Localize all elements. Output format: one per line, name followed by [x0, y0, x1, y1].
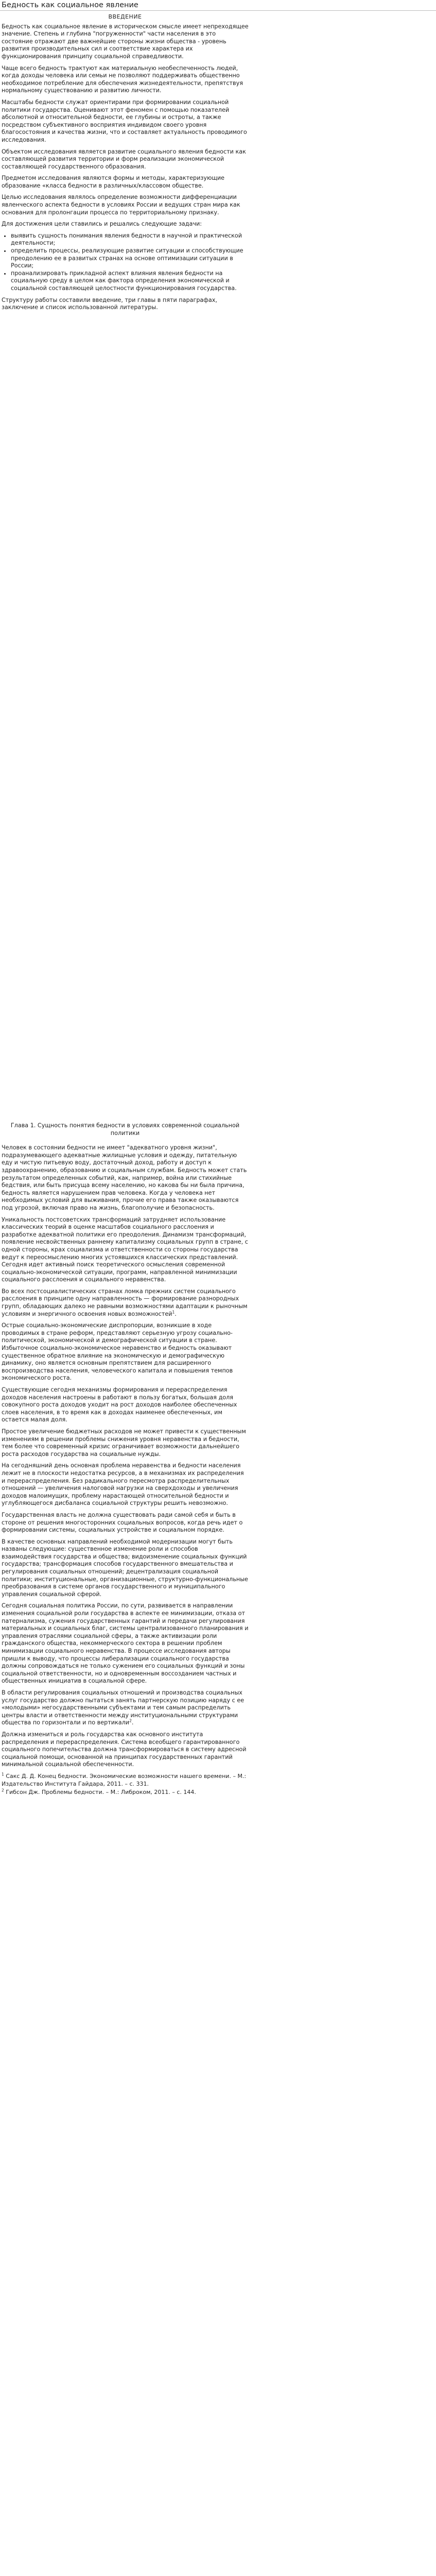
chapter1-paragraph-12: Должна измениться и роль государства как основного института распределения и перераспределения. Система всеобщего гарантированного социального попечительства должна трансформироваться в систему адресной социальной помощи, основанной на принципах государственных гарантий минимальной социальной обеспеченности.: [2, 1731, 247, 1768]
intro-paragraph-3: Масштабы бедности служат ориентирами при формировании социальной политики государства. Оценивают этот феномен с помощью показателей абсолютной и относительной бедности, ее глубины и остроты, а также посредством субъективного восприятия индивидом своего уровня благосостояния и качества жизни, что и составляет актуальность проводимого исследования.: [2, 98, 247, 143]
footnote-text: Сакс Д. Д. Конец бедности. Экономические возможности нашего времени. – М.: Издательство Института Гайдара, 2011. – с. 331.: [2, 1772, 247, 1787]
intro-heading: ВВЕДЕНИЕ: [108, 13, 142, 20]
chapter1-paragraph-11-text: В области регулирования социальных отношений и производства социальных услуг государство должно пытаться занять партнерскую позицию наряду с ее «молодыми» негосударственными субъектами и тем самым распределить центры власти и ответственности между институциональными структурами общества по горизонтали и по вертикали: [2, 1689, 245, 1726]
tasks-list: [2, 232, 249, 293]
chapter1-paragraph-6: Простое увеличение бюджетных расходов не может привести к существенным изменениям в решении проблемы снижения уровня неравенства и бедности, тем более что современный кризис ограничивает возможности дальнейшего роста расходов государства на социальные нужды.: [2, 1428, 246, 1458]
intro-section: [2, 13, 249, 316]
intro-paragraph-2: Чаще всего бедность трактуют как материальную необеспеченность людей, когда доходы человека или семьи не позволяют поддерживать общественно необходимое потребление для обеспечения жизнедеятельности, препятствуя нормальному существованию и развитию личности.: [2, 64, 243, 94]
chapter1-paragraph-11: В области регулирования социальных отношений и производства социальных услуг государство должно пытаться занять партнерскую позицию наряду с ее «молодыми» негосударственными субъектами и тем самым распределить центры власти и ответственности между институциональными структурами общества по горизонтали и по вертикали$^2$.: [2, 1689, 245, 1726]
intro-paragraph-7: Для достижения цели ставились и решались следующие задачи:: [2, 221, 202, 228]
document-title: Бедность как социальное явление: [2, 1, 138, 9]
footnote-ref-2[interactable]: 2: [129, 1718, 132, 1723]
task-item: • выявить сущность понимания явления бедности в научной и практической деятельности;: [11, 232, 249, 247]
footnote-ref-1[interactable]: 1: [172, 1309, 175, 1314]
intro-paragraph-5: Предметом исследования являются формы и методы, характеризующие образование «класса бедности в различных/классовом обществе.: [2, 175, 225, 189]
task-item: • определить процессы, реализующие развитие ситуации и способствующие преодолению ее в развитых странах на основе оптимизации ситуации в России;: [11, 247, 249, 270]
chapter1-heading: Глава 1. Сущность понятия бедности в условиях современной социальной политики: [10, 1122, 240, 1137]
title-divider: [0, 10, 436, 11]
footnote-1: [2, 1773, 249, 1788]
chapter1-section: [2, 1122, 249, 1798]
footnotes: [2, 1773, 249, 1797]
intro-paragraph-6: Целью исследования являлось определение возможности дифференциации явленческого аспекта бедности в условиях России и ведущих стран мира как основания для пролонгации процесса по территориальному признаку.: [2, 194, 240, 216]
footnote-number: 1: [2, 1772, 4, 1777]
footnote-text: Гибсон Дж. Проблемы бедности. – М.: Либроком, 2011. – с. 144.: [6, 1789, 196, 1796]
intro-paragraph-8: Структуру работы составили введение, три главы в пяти параграфах, заключение и список использованной литературы.: [2, 296, 217, 311]
chapter1-paragraph-7: На сегодняшний день основная проблема неравенства и бедности населения лежит не в плоскости недостатка ресурсов, а в механизмах их распределения и перераспределения. Без радикального пересмотра распределительных отношений — увеличения налоговой нагрузки на сверхдоходы и увеличения доходов малоимущих, проблему нарастающей относительной бедности и углубляющегося дисбаланса социальной структуры решить невозможно.: [2, 1462, 244, 1507]
intro-paragraph-4: Объектом исследования является развитие социального явления бедности как составляющей развития территории и форм реализации экономической составляющей государственного образования.: [2, 148, 246, 170]
task-item: • проанализировать прикладной аспект влияния явления бедности на социальную среду в целом как фактора определения экономической и социальной составляющей целостности функционирования государства.: [11, 270, 249, 293]
chapter1-paragraph-2: Уникальность постсоветских трансформаций затрудняет использование классических теорий в оценке масштабов социального расслоения и разработке адекватной политики его преодоления. Динамизм трансформаций, появление несвойственных раннему капитализму социальных групп в стране, с одной стороны, крах социализма и ответственности со стороны государства ведут к переосмыслению многих устоявшихся классических представлений. Сегодня идет активный поиск теоретического осмысления современной социально-экономической ситуации, программ, направленной минимизации социального расслоения и социального неравенства.: [2, 1216, 248, 1283]
footnote-number: 2: [2, 1788, 4, 1793]
chapter1-paragraph-3: Во всех постсоциалистических странах ломка прежних систем социального расслоения в принципе одну направленность — формирование разнородных групп, обладающих далеко не равными возможностями адаптации к рыночным условиям и энергичного освоения новых возможностей$^1$.: [2, 1287, 248, 1317]
chapter1-paragraph-8: Государственная власть не должна существовать ради самой себя и быть в стороне от решения многосторонних социальных вопросов, когда речь идет о формировании системы, социальных устройстве и социальном порядке.: [2, 1511, 243, 1534]
chapter1-paragraph-9: В качестве основных направлений необходимой модернизации могут быть названы следующие: существенное изменение роли и способов взаимодействия государства и общества; видоизменение социальных функций государства; трансформация способов государственного вмешательства и регулирования социальных отношений; децентрализация социальной политики; институциональные, организационные, структурно-функциональные преобразования в системе органов государственного и муниципального управления социальной сферой.: [2, 1538, 248, 1598]
chapter1-paragraph-5: Существующие сегодня механизмы формирования и перераспределения доходов населения настроены в работают в пользу богатых, большая доля совокупного роста доходов уходит на рост доходов наиболее обеспеченных слоев населения, в то время как в доходах наименее обеспеченных, им остается малая доля.: [2, 1386, 237, 1423]
chapter1-paragraph-4: Острые социально-экономические диспропорции, возникшие в ходе проводимых в стране реформ, представляют серьезную угрозу социально-политической, экономической и демографической ситуации в стране. Избыточное социально-экономическое неравенство и бедность оказывают существенное обратное влияние на экономическую и демографическую динамику, оно является основным препятствием для расширенного воспроизводства населения, человеческого капитала и повышения темпов экономического роста.: [2, 1322, 233, 1382]
chapter1-paragraph-1: Человек в состоянии бедности не имеет "адекватного уровня жизни", подразумевающего адекватные жилищные условия и одежду, питательную еду и чистую питьевую воду, достаточный доход, работу и доступ к здравоохранению, образованию и социальным службам. Бедность может стать результатом определенных событий, как, например, война или стихийные бедствия, или быть присуща всему населению, но какова бы ни была причина, бедность является нарушением прав человека. Когда у человека нет необходимых условий для выживания, прочие его права также оказываются под угрозой, включая право на жизнь, благополучие и безопасность.: [2, 1144, 247, 1211]
chapter1-paragraph-3-text: Во всех постсоциалистических странах ломка прежних систем социального расслоения в принципе одну направленность — формирование разнородных групп, обладающих далеко не равными возможностями адаптации к рыночным условиям и энергичного освоения новых возможностей: [2, 1287, 248, 1317]
chapter1-paragraph-10: Сегодня социальная политика России, по сути, развивается в направлении изменения социальной роли государства в аспекте ее минимизации, отказа от патернализма, сужения государственных гарантий и передачи регулирования материальных и социальных благ, системы централизованного планирования и управления отраслями социальной сферы, а также активизации роли гражданского общества, некоммерческого сектора в решении проблем минимизации социального неравенства. В процессе исследования авторы пришли к выводу, что процессы либерализации социального государства должны сопровождаться не только сужением его социальных функций и зоны социальной ответственности, но и одновременным воссозданием частных и общественных инициатив в социальной сфере.: [2, 1602, 249, 1685]
footnote-2: [2, 1789, 249, 1797]
intro-paragraph-1: Бедность как социальное явление в историческом смысле имеет непреходящее значение. Степень и глубина "погруженности" части населения в это состояние отражают две важнейшие стороны жизни общества - уровень развития производительных сил и соответствие характера их функционирования принципу социальной справедливости.: [2, 23, 249, 60]
